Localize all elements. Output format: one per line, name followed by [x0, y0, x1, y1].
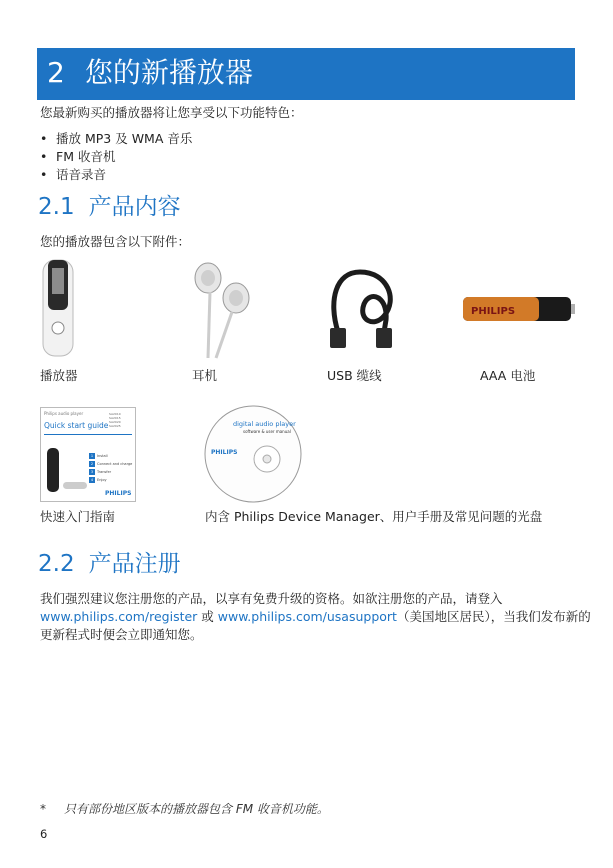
- quick-start-guide-image: Philips audio player Quick start guide SA2010 SA2015 SA2020 SA2025 1 Install 2 Connect and charge 3 Transfer 4 Enjoy PHILIPS: [40, 407, 136, 502]
- registration-text-line1: 我们强烈建议您注册您的产品，以享有免费升级的资格。如欲注册您的产品，请登入: [40, 591, 503, 606]
- chapter-title-text: 您的新播放器: [84, 56, 253, 89]
- section-2-1-title: 2.1 产品内容: [38, 194, 181, 220]
- guide-brand: PHILIPS: [105, 490, 132, 497]
- feature-item: • FM 收音机: [40, 149, 116, 164]
- cd-image: [203, 404, 303, 504]
- caption-usb: USB 缆线: [327, 368, 382, 383]
- feature-item: • 语音录音: [40, 167, 107, 182]
- earphones-image: [188, 256, 268, 360]
- registration-text-line3: 更新程式时便会立即通知您。: [40, 627, 203, 642]
- usb-cable-image: [318, 260, 406, 350]
- section-2-1-intro: 您的播放器包含以下附件：: [40, 234, 191, 249]
- intro-text: 您最新购买的播放器将让您享受以下功能特色：: [40, 105, 303, 120]
- caption-battery: AAA 电池: [480, 368, 536, 383]
- bullet-icon: •: [40, 149, 48, 164]
- guide-title: Quick start guide: [44, 421, 109, 430]
- page-number: 6: [40, 827, 48, 841]
- section-2-2-title: 2.2 产品注册: [38, 551, 181, 577]
- guide-player-picture: [47, 448, 59, 492]
- cd-subtitle: software & user manual: [243, 429, 291, 434]
- chapter-number: 2: [47, 56, 65, 89]
- registration-text-line2: www.philips.com/register 或 www.philips.com/usasupport（美国地区居民），当我们发布新的: [40, 609, 591, 624]
- caption-player: 播放器: [40, 368, 78, 383]
- usasupport-link[interactable]: www.philips.com/usasupport: [217, 609, 397, 624]
- cd-brand: PHILIPS: [211, 449, 238, 456]
- guide-steps: 1 Install 2 Connect and charge 3 Transfer 4 Enjoy: [90, 454, 133, 482]
- caption-cd: 内含 Philips Device Manager、用户手册及常见问题的光盘: [205, 509, 543, 524]
- battery-image: [463, 294, 575, 324]
- cd-title: digital audio player: [233, 420, 296, 428]
- bullet-icon: •: [40, 131, 48, 146]
- bullet-icon: •: [40, 167, 48, 182]
- caption-earphones: 耳机: [192, 368, 218, 383]
- footnote: * 只有部份地区版本的播放器包含 FM 收音机功能。: [40, 802, 329, 816]
- battery-brand: PHILIPS: [471, 306, 516, 317]
- feature-item: • 播放 MP3 及 WMA 音乐: [40, 131, 193, 146]
- register-link[interactable]: www.philips.com/register: [40, 609, 198, 624]
- player-image: [40, 258, 76, 358]
- caption-guide: 快速入门指南: [40, 509, 116, 524]
- chapter-title: [47, 55, 253, 91]
